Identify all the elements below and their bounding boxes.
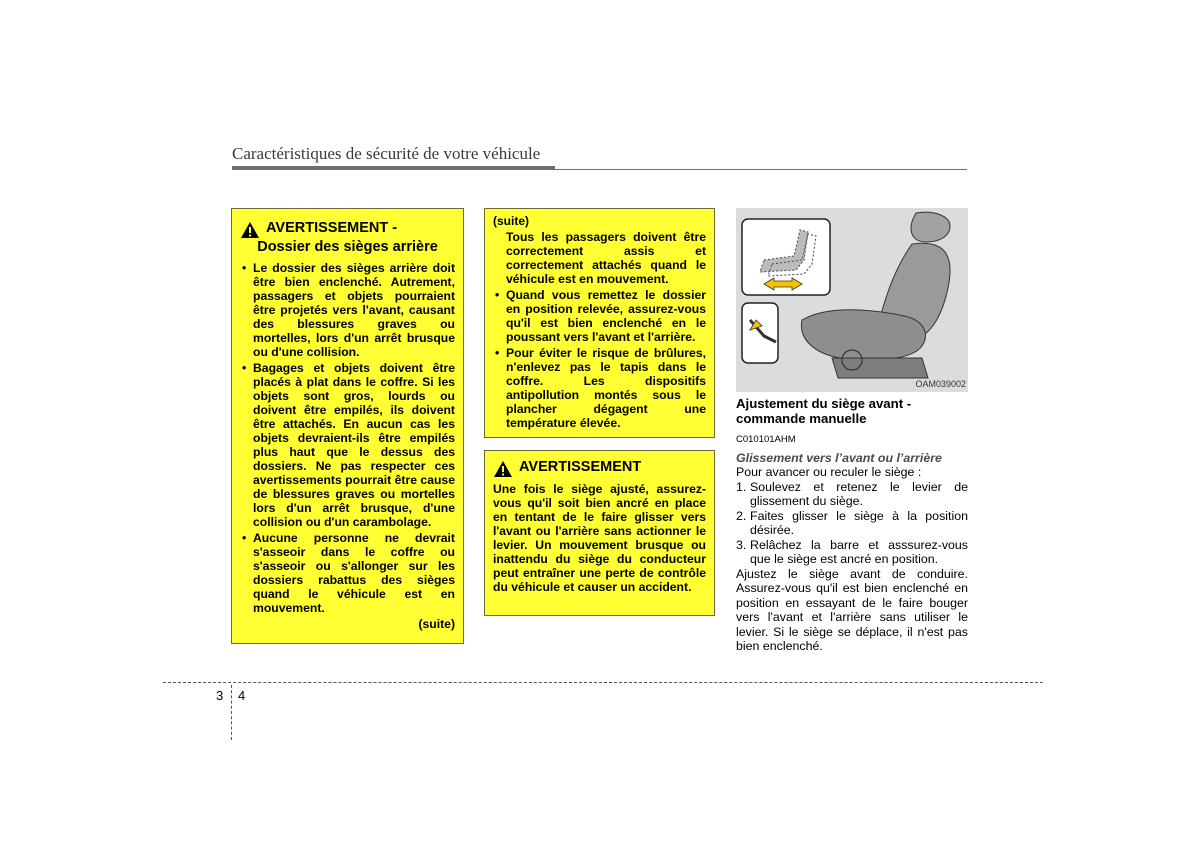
list-item: • Aucune personne ne devrait s'asseoir dans le coffre ou s'asseoir ou s'allonger sur les dossiers rabattus des sièges quand le véhicule est en mouvement. bbox=[240, 531, 455, 615]
warning-header bbox=[240, 220, 455, 239]
list-item: • Pour éviter le risque de brûlures, n'enlevez pas le tapis dans le coffre. Les dispositifs antipollution montés sous le plancher dégagent une température élevée. bbox=[493, 346, 706, 430]
subheading: Glissement vers l’avant ou l’arrière bbox=[736, 450, 942, 465]
illustration-code: OAM039002 bbox=[915, 379, 966, 389]
warning-text: Une fois le siège ajusté, assurez-vous qu'il soit bien ancré en place en tentant de le faire glisser vers l'avant ou l'arrière sans actionner le levier. Un mouvement brusque ou inattendu du siège du conducteur peut entraîner une perte de contrôle du véhicule et causer un accident. bbox=[493, 482, 706, 594]
headrest bbox=[911, 212, 950, 242]
right-column bbox=[736, 396, 968, 654]
closing-text: Ajustez le siège avant de conduire. Assurez-vous qu'il est bien enclenché en position en essayant de le faire bouger vers l'avant et l'arrière sans utiliser le levier. Si le siège se déplace, il n'est pas bien enclenché. bbox=[736, 566, 968, 653]
list-item: • Quand vous remettez le dossier en position relevée, assurez-vous qu'il est bien enclenché en le poussant vers l'avant et l'arrière. bbox=[493, 288, 706, 344]
warning-triangle-icon bbox=[240, 221, 260, 239]
warning-header bbox=[493, 459, 706, 478]
warning-box-seat-adjust bbox=[484, 450, 715, 616]
intro-text: Pour avancer ou reculer le siège : bbox=[736, 465, 922, 479]
steps-list bbox=[736, 480, 968, 567]
step-item: 3. Relâchez la barre et asssurez-vous que le siège est ancré en position. bbox=[736, 537, 968, 566]
section-title: Ajustement du siège avant - commande manuelle bbox=[736, 396, 912, 426]
list-item: • Le dossier des sièges arrière doit être bien enclenché. Autrement, passagers et objets pourraient être projetés vers l'avant, causant des blessures graves ou mortelles, lors d'un arrêt brusque ou d'une collision. bbox=[240, 261, 455, 359]
warning-box-continued bbox=[484, 208, 715, 438]
warning-title: AVERTISSEMENT bbox=[519, 459, 642, 475]
warning-list bbox=[240, 261, 455, 615]
warning-list bbox=[493, 288, 706, 430]
header-bar bbox=[232, 166, 555, 170]
warning-triangle-icon bbox=[493, 460, 513, 478]
warning-subtitle: Dossier des sièges arrière bbox=[257, 239, 438, 255]
warning-title: AVERTISSEMENT - bbox=[266, 220, 398, 236]
list-item: • Bagages et objets doivent être placés à plat dans le coffre. Si les objets sont gros, lourds ou doivent être empilés, ils doivent être attachés. En aucun cas les objets devraient-ils être empilés plus haut que le dessus des dossiers. Ne pas respecter ces avertissements pourrait être cause de blessures graves ou mortelles lors d'un arrêt brusque, d'une collision ou d'un carambolage. bbox=[240, 361, 455, 529]
step-item: 1. Soulevez et retenez le levier de glissement du siège. bbox=[736, 479, 968, 508]
chapter-number: 3 bbox=[216, 688, 224, 703]
warning-intro: Tous les passagers doivent être correctement assis et correctement attachés quand le véhicule est en mouvement. bbox=[506, 230, 706, 286]
seat-cushion bbox=[801, 310, 925, 360]
footer-rule bbox=[163, 682, 1043, 683]
seat-illustration bbox=[736, 208, 968, 392]
section-code: C010101AHM bbox=[736, 434, 796, 445]
continued-start-label: (suite) bbox=[493, 214, 529, 228]
header-title: Caractéristiques de sécurité de votre véhicule bbox=[232, 144, 541, 163]
warning-box-rear-seatback bbox=[231, 208, 464, 644]
continued-label: (suite) bbox=[418, 617, 455, 631]
seat-drawing bbox=[736, 208, 968, 392]
step-item: 2. Faites glisser le siège à la position désirée. bbox=[736, 508, 968, 537]
footer-divider bbox=[231, 685, 232, 740]
header-rule bbox=[555, 169, 967, 170]
page-number: 4 bbox=[238, 688, 246, 703]
